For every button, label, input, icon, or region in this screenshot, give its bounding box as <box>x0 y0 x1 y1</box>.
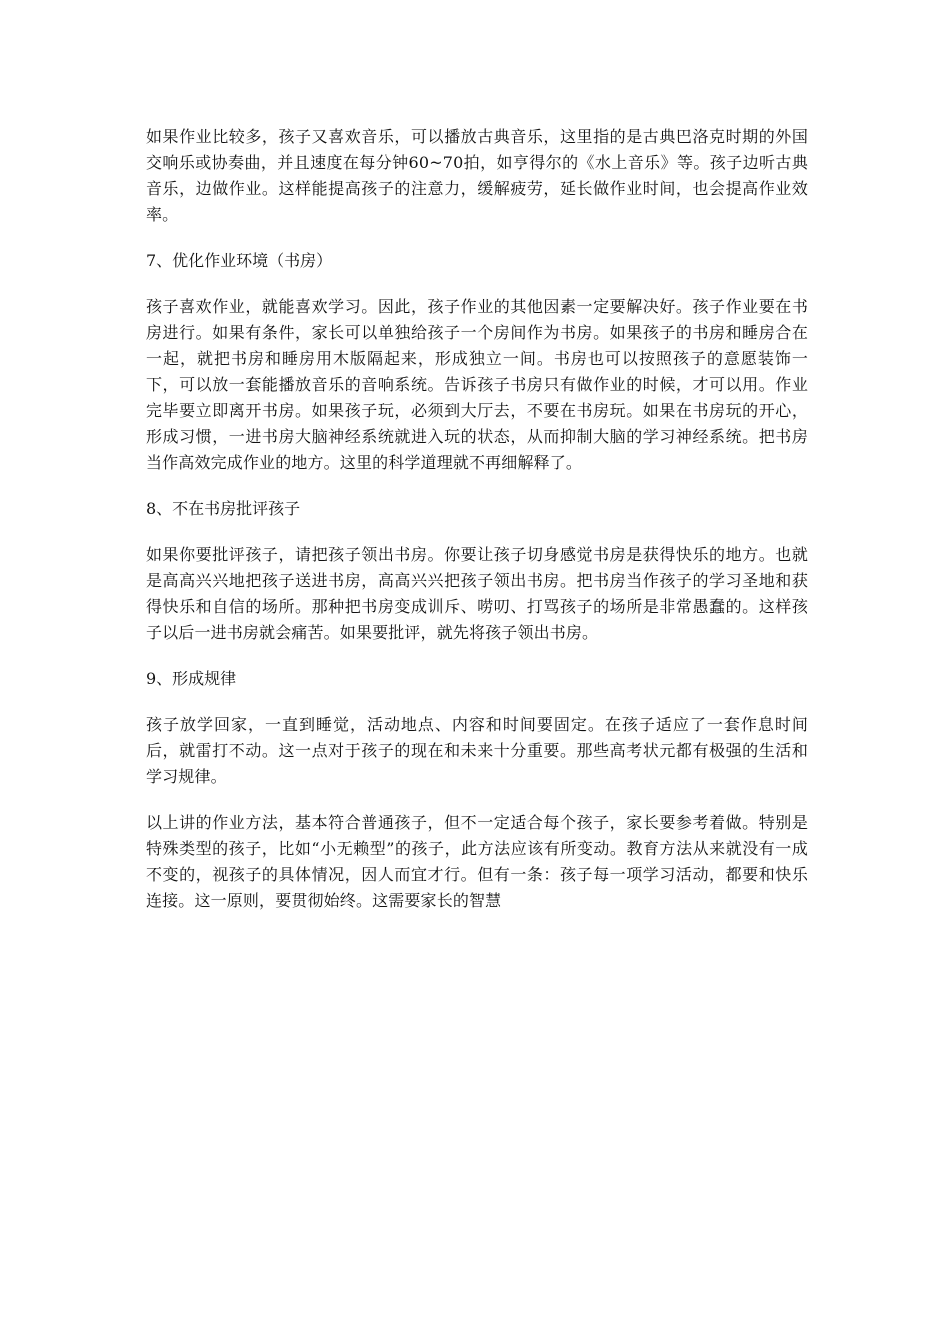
document-body <box>146 124 808 934</box>
heading-optimize-homework-environment: 7、优化作业环境（书房） <box>146 251 333 270</box>
paragraph-study-room: 孩子喜欢作业，就能喜欢学习。因此，孩子作业的其他因素一定要解决好。孩子作业要在书房进行。如果有条件，家长可以单独给孩子一个房间作为书房。如果孩子的书房和睡房合在一起，就把书房和睡房用木版隔起来，形成独立一间。书房也可以按照孩子的意愿装饰一下，可以放一套能播放音乐的音响系统。告诉孩子书房只有做作业的时候，才可以用。作业完毕要立即离开书房。如果孩子玩，必须到大厅去，不要在书房玩。如果在书房玩的开心，形成习惯，一进书房大脑神经系统就进入玩的状态，从而抑制大脑的学习神经系统。把书房当作高效完成作业的地方。这里的科学道理就不再细解释了。 <box>146 297 808 472</box>
paragraph-criticism-outside-study: 如果你要批评孩子，请把孩子领出书房。你要让孩子切身感觉书房是获得快乐的地方。也就是高高兴兴地把孩子送进书房，高高兴兴把孩子领出书房。把书房当作孩子的学习圣地和获得快乐和自信的场所。那种把书房变成训斥、唠叨、打骂孩子的场所是非常愚蠢的。这样孩子以后一进书房就会痛苦。如果要批评，就先将孩子领出书房。 <box>146 545 808 642</box>
heading-no-criticism-in-study: 8、不在书房批评孩子 <box>146 499 301 518</box>
paragraph-conclusion: 以上讲的作业方法，基本符合普通孩子，但不一定适合每个孩子，家长要参考着做。特别是特殊类型的孩子，比如“小无赖型”的孩子，此方法应该有所变动。教育方法从来就没有一成不变的，视孩子的具体情况，因人而宜才行。但有一条：孩子每一项学习活动，都要和快乐连接。这一原则，要贯彻始终。这需要家长的智慧 <box>146 813 808 910</box>
heading-form-routine: 9、形成规律 <box>146 669 237 688</box>
paragraph-classical-music: 如果作业比较多，孩子又喜欢音乐，可以播放古典音乐，这里指的是古典巴洛克时期的外国交响乐或协奏曲，并且速度在每分钟60~70拍，如亨得尔的《水上音乐》等。孩子边听古典音乐，边做作业。这样能提高孩子的注意力，缓解疲劳，延长做作业时间，也会提高作业效率。 <box>146 127 808 224</box>
paragraph-routine: 孩子放学回家，一直到睡觉，活动地点、内容和时间要固定。在孩子适应了一套作息时间后，就雷打不动。这一点对于孩子的现在和未来十分重要。那些高考状元都有极强的生活和学习规律。 <box>146 715 808 786</box>
